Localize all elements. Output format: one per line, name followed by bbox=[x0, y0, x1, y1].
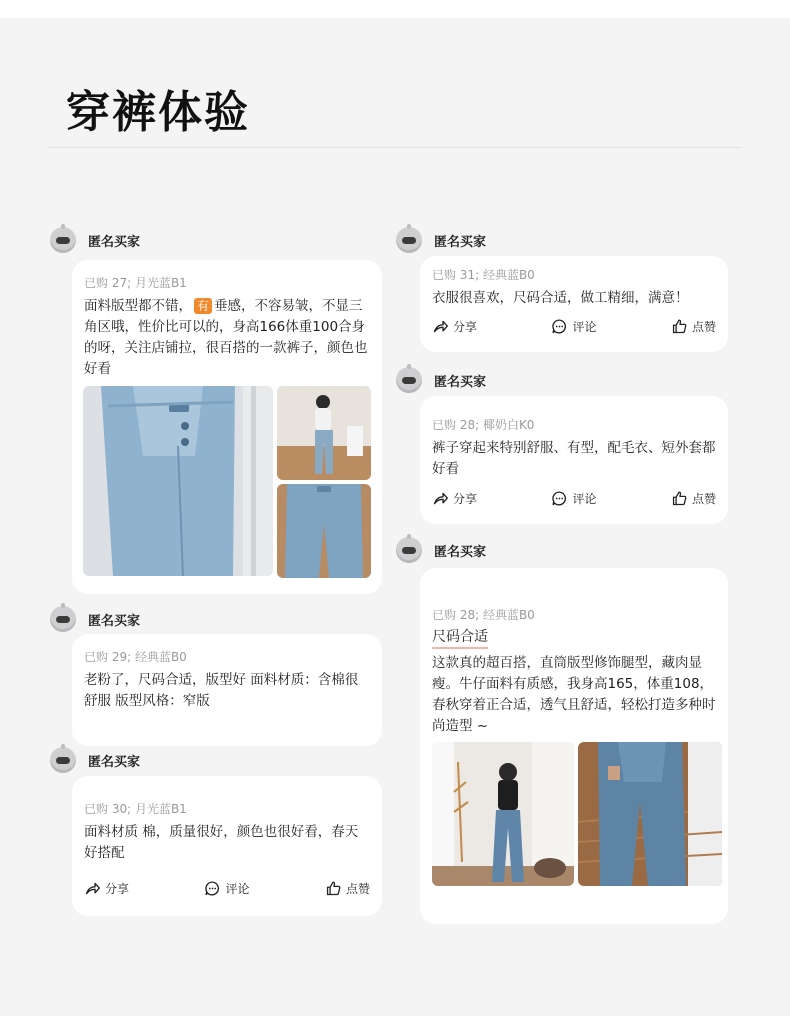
purchase-info: 已购 27; 月光蓝B1 bbox=[84, 276, 187, 290]
purchase-info: 已购 28; 椰奶白K0 bbox=[432, 418, 535, 432]
comment-button[interactable] bbox=[204, 880, 249, 897]
review-text: 裤子穿起来特别舒服、有型，配毛衣、短外套都好看 bbox=[432, 440, 716, 477]
share-label: 分享 bbox=[453, 491, 478, 506]
review-photo[interactable] bbox=[578, 742, 722, 886]
review-subtitle: 尺码合适 bbox=[432, 628, 488, 649]
thumbs-up-icon bbox=[671, 490, 688, 507]
like-label: 点赞 bbox=[691, 319, 716, 334]
share-button[interactable] bbox=[84, 880, 129, 897]
comment-label: 评论 bbox=[572, 319, 597, 334]
comment-icon bbox=[551, 318, 568, 335]
comment-label: 评论 bbox=[572, 491, 597, 506]
reviewer-name: 匿名买家 bbox=[434, 374, 487, 390]
reviewer-name: 匿名买家 bbox=[88, 613, 141, 629]
like-button[interactable] bbox=[671, 490, 716, 507]
avatar[interactable] bbox=[50, 606, 76, 632]
comment-button[interactable] bbox=[551, 490, 596, 507]
avatar[interactable] bbox=[396, 367, 422, 393]
action-bar bbox=[432, 486, 716, 510]
avatar[interactable] bbox=[396, 227, 422, 253]
avatar[interactable] bbox=[396, 537, 422, 563]
review-card bbox=[420, 256, 728, 352]
purchase-info: 已购 29; 经典蓝B0 bbox=[84, 650, 187, 664]
share-icon bbox=[432, 490, 449, 507]
like-label: 点赞 bbox=[345, 881, 370, 896]
review-photo[interactable] bbox=[432, 742, 574, 886]
reviewer-name: 匿名买家 bbox=[434, 234, 487, 250]
like-label: 点赞 bbox=[691, 491, 716, 506]
review-photo[interactable] bbox=[277, 484, 371, 578]
reviewer-header[interactable] bbox=[396, 224, 486, 256]
thumbs-up-icon bbox=[671, 318, 688, 335]
reviewer-name: 匿名买家 bbox=[434, 544, 487, 560]
reviewer-name: 匿名买家 bbox=[88, 234, 141, 250]
thumbs-up-icon bbox=[325, 880, 342, 897]
review-text: 这款真的超百搭，直筒版型修饰腿型，藏肉显瘦。牛仔面料有质感，我身高165，体重108，春秋穿着正合适，透气且舒适，轻松打造多种时尚造型 ~ bbox=[432, 655, 716, 734]
share-button[interactable] bbox=[432, 318, 477, 335]
review-text bbox=[84, 296, 370, 380]
review-text: 面料材质 棉，质量很好，颜色也很好看，春天好搭配 bbox=[84, 824, 359, 861]
highlight-tag: 有 bbox=[194, 298, 212, 314]
share-label: 分享 bbox=[105, 881, 130, 896]
share-icon bbox=[432, 318, 449, 335]
reviewer-header[interactable] bbox=[50, 603, 140, 635]
review-card bbox=[72, 776, 382, 916]
action-bar bbox=[84, 876, 370, 900]
share-icon bbox=[84, 880, 101, 897]
purchase-info: 已购 28; 经典蓝B0 bbox=[432, 608, 535, 622]
review-card bbox=[420, 396, 728, 524]
reviewer-header[interactable] bbox=[50, 224, 140, 256]
reviewer-header[interactable] bbox=[50, 744, 140, 776]
like-button[interactable] bbox=[325, 880, 370, 897]
review-text-part: 面料版型都不错， bbox=[84, 298, 192, 314]
review-text: 老粉了，尺码合适，版型好 面料材质：含棉很舒服 版型风格：窄版 bbox=[84, 672, 359, 709]
purchase-info: 已购 31; 经典蓝B0 bbox=[432, 268, 535, 282]
reviewer-name: 匿名买家 bbox=[88, 754, 141, 770]
page-title: 穿裤体验 bbox=[66, 87, 250, 138]
like-button[interactable] bbox=[671, 318, 716, 335]
comment-button[interactable] bbox=[551, 318, 596, 335]
share-label: 分享 bbox=[453, 319, 478, 334]
reviewer-header[interactable] bbox=[396, 364, 486, 396]
comment-label: 评论 bbox=[225, 881, 250, 896]
comment-icon bbox=[204, 880, 221, 897]
purchase-info: 已购 30; 月光蓝B1 bbox=[84, 802, 187, 816]
review-card bbox=[72, 634, 382, 746]
avatar[interactable] bbox=[50, 747, 76, 773]
action-bar bbox=[432, 314, 716, 338]
share-button[interactable] bbox=[432, 490, 477, 507]
avatar[interactable] bbox=[50, 227, 76, 253]
title-divider bbox=[48, 147, 742, 148]
reviewer-header[interactable] bbox=[396, 534, 486, 566]
review-photo[interactable] bbox=[277, 386, 371, 480]
review-card bbox=[420, 568, 728, 924]
review-card bbox=[72, 260, 382, 594]
top-strip bbox=[0, 0, 790, 18]
comment-icon bbox=[551, 490, 568, 507]
review-photo[interactable] bbox=[83, 386, 273, 576]
review-text-part: 垂感，不容易皱，不显三角区哦，性价比可以的，身高166体重100合身的呀，关注店铺拉，很百搭的一款裤子，颜色也好看 bbox=[84, 298, 368, 377]
review-text: 衣服很喜欢，尺码合适，做工精细，满意！ bbox=[432, 290, 689, 306]
